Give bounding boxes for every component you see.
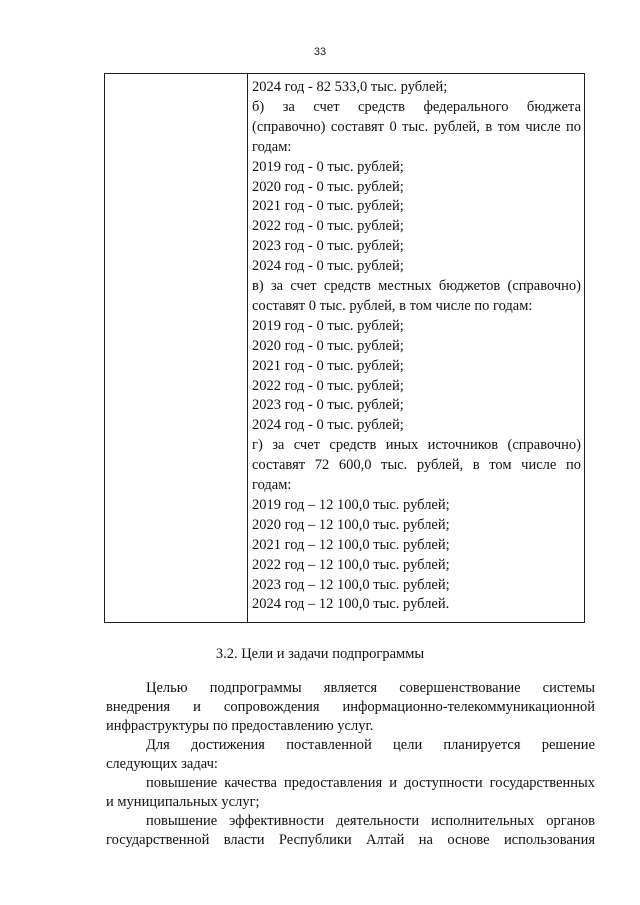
paragraph-line: повышение эффективности деятельности исполнительных органов — [146, 813, 595, 829]
table-line: 2022 год – 12 100,0 тыс. рублей; — [252, 556, 450, 573]
table-line: 2020 год - 0 тыс. рублей; — [252, 178, 404, 195]
table-line: 2023 год – 12 100,0 тыс. рублей; — [252, 576, 450, 593]
table-line: 2022 год - 0 тыс. рублей; — [252, 218, 404, 235]
section-body — [106, 679, 595, 850]
table-line: 2024 год – 12 100,0 тыс. рублей. — [252, 596, 450, 613]
table-line: 2022 год - 0 тыс. рублей; — [252, 377, 404, 394]
table-line: 2021 год – 12 100,0 тыс. рублей; — [252, 536, 450, 553]
funding-table — [104, 73, 585, 623]
page-number: 33 — [313, 46, 327, 58]
paragraph-line: Для достижения поставленной цели планируется решение — [146, 737, 595, 753]
table-line: составят 72 600,0 тыс. рублей, в том числе по — [252, 457, 581, 474]
table-line: 2019 год - 0 тыс. рублей; — [252, 317, 404, 334]
table-line: 2023 год - 0 тыс. рублей; — [252, 397, 404, 414]
paragraph-line: внедрения и сопровождения информационно-телекоммуникационной — [106, 699, 595, 715]
table-line: годам: — [252, 477, 292, 494]
table-line: 2019 год – 12 100,0 тыс. рублей; — [252, 496, 450, 513]
table-line: 2024 год - 0 тыс. рублей; — [252, 417, 404, 434]
table-line: 2024 год - 82 533,0 тыс. рублей; — [252, 79, 448, 95]
table-line: г) за счет средств иных источников (справочно) — [252, 437, 581, 454]
table-line: годам: — [252, 138, 292, 155]
paragraph-line: государственной власти Республики Алтай на основе использования — [106, 832, 595, 848]
table-line: 2021 год - 0 тыс. рублей; — [252, 357, 404, 374]
table-line: 2021 год - 0 тыс. рублей; — [252, 198, 404, 215]
table-line: 2024 год - 0 тыс. рублей; — [252, 258, 404, 275]
table-column-divider — [247, 74, 248, 622]
table-line: 2020 год – 12 100,0 тыс. рублей; — [252, 516, 450, 533]
table-line: в) за счет средств местных бюджетов (справочно) — [252, 278, 581, 295]
paragraph-line: повышение качества предоставления и доступности государственных — [146, 775, 595, 791]
table-line: б) за счет средств федерального бюджета — [252, 98, 581, 115]
table-line: 2019 год - 0 тыс. рублей; — [252, 158, 404, 175]
table-line: составят 0 тыс. рублей, в том числе по годам: — [252, 297, 533, 314]
section-title: 3.2. Цели и задачи подпрограммы — [215, 646, 425, 662]
paragraph-line: инфраструктуры по предоставлению услуг. — [106, 718, 374, 734]
table-line: 2020 год - 0 тыс. рублей; — [252, 337, 404, 354]
paragraph-line: Целью подпрограммы является совершенствование системы — [146, 680, 595, 696]
table-right-cell — [252, 78, 581, 615]
table-line: (справочно) составят 0 тыс. рублей, в том числе по — [252, 118, 581, 135]
table-line: 2023 год - 0 тыс. рублей; — [252, 238, 404, 255]
paragraph-line: следующих задач: — [106, 756, 218, 772]
paragraph-line: и муниципальных услуг; — [106, 794, 260, 810]
